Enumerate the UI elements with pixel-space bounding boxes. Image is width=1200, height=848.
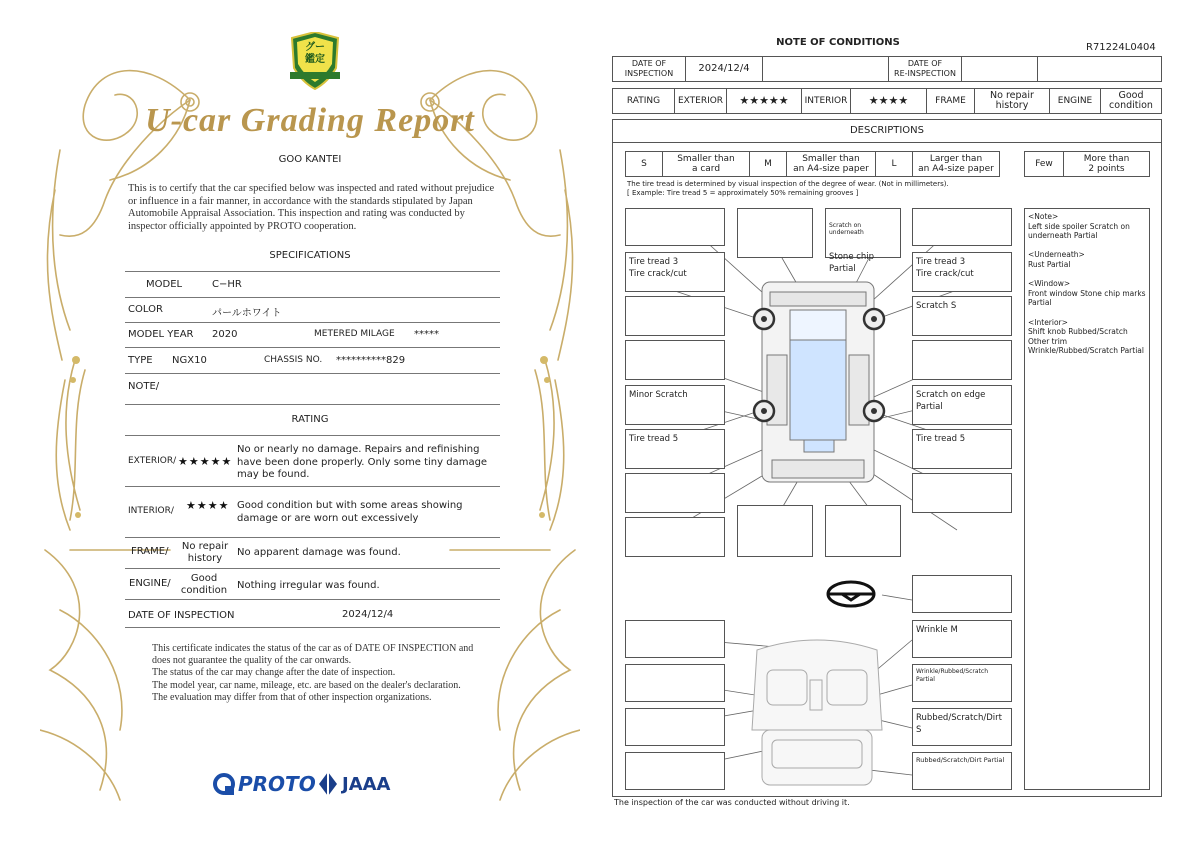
box-right-7	[912, 473, 1012, 513]
milage-label: METERED MILAGE	[314, 329, 395, 339]
few-text: More than 2 points	[1063, 151, 1150, 177]
report-title: U-car Grading Report	[145, 102, 475, 139]
box-top-right-1	[912, 208, 1012, 246]
box-right-5: Scratch on edge Partial	[912, 385, 1012, 425]
jaaa-mark-icon	[318, 771, 338, 797]
chassis-value: **********829	[336, 355, 406, 366]
few-label: Few	[1024, 151, 1064, 177]
goo-kantei-logo	[288, 32, 342, 90]
color-value: パールホワイト	[212, 308, 282, 319]
engine-desc: Nothing irregular was found.	[237, 580, 380, 591]
divider	[125, 271, 500, 272]
chassis-label: CHASSIS NO.	[264, 355, 323, 365]
rating-label: RATING	[612, 88, 675, 114]
int-stars: ★★★★	[850, 88, 927, 114]
jaaa-logo-text: JAAA	[342, 773, 391, 795]
box-right-4	[912, 340, 1012, 380]
divider	[125, 297, 500, 298]
doi-blank	[762, 56, 889, 82]
divider	[125, 486, 500, 487]
jaaa-logo	[318, 771, 391, 797]
exterior-stars: ★★★★★	[178, 455, 233, 468]
reinsp-value	[961, 56, 1038, 82]
box-left-7	[625, 473, 725, 513]
legend-l-text: Larger than an A4-size paper	[912, 151, 1000, 177]
divider	[125, 435, 500, 436]
divider	[125, 537, 500, 538]
type-value: NGX10	[172, 355, 207, 366]
interior-stars: ★★★★	[186, 499, 230, 512]
divider	[125, 599, 500, 600]
side-notes: <Note> Left side spoiler Scratch on underneath Partial <Underneath> Rust Partial <Window> Front window Stone chip marks Partial <Interior> Shift knob Rubbed/Scratch Other trim Wrinkle/Rubbed/Scratch Partial	[1024, 208, 1150, 790]
reinsp-blank	[1037, 56, 1162, 82]
legend-s-code: S	[625, 151, 663, 177]
certificate-footer: This certificate indicates the status of the car as of DATE OF INSPECTION and does not guarantee the quality of the car onwards. The status of the car may change after the date of inspection. The model year, car name, mileage, etc. are based on the dealer's declaration. The evaluation may differ from that of other inspection organizations.	[152, 643, 474, 703]
date-value: 2024/12/4	[342, 609, 394, 620]
box-left-5: Minor Scratch	[625, 385, 725, 425]
frame-label: FRAME	[926, 88, 975, 114]
box-left-4	[625, 340, 725, 380]
proto-logo	[212, 771, 316, 797]
box-int-left-3	[625, 708, 725, 746]
box-right-3: Scratch S	[912, 296, 1012, 336]
year-label: MODEL YEAR	[128, 329, 194, 340]
divider	[125, 627, 500, 628]
interior-label: INTERIOR/	[128, 506, 174, 516]
divider	[125, 322, 500, 323]
box-left-8	[625, 517, 725, 557]
note-title: NOTE OF CONDITIONS	[776, 37, 900, 48]
box-steering	[912, 575, 1012, 613]
divider	[125, 347, 500, 348]
note-label: NOTE/	[128, 381, 160, 392]
box-right-front-tire: Tire tread 3 Tire crack/cut	[912, 252, 1012, 292]
steering-wheel-icon	[828, 582, 874, 606]
engine-label: ENGINE	[1049, 88, 1101, 114]
color-label: COLOR	[128, 304, 163, 315]
legend-m-text: Smaller than an A4-size paper	[786, 151, 876, 177]
model-label: MODEL	[146, 279, 183, 290]
exterior-desc: No or nearly no damage. Repairs and refinishing have been done properly. Only some tiny damage may be found.	[237, 444, 488, 480]
rating-header: RATING	[291, 414, 329, 425]
divider	[125, 373, 500, 374]
milage-value: *****	[414, 329, 439, 340]
engine-value: Good condition	[180, 573, 228, 596]
box-int-right-1: Wrinkle M	[912, 620, 1012, 658]
box-left-rear-tire: Tire tread 5	[625, 429, 725, 469]
interior-desc: Good condition but with some areas showing damage or are worn out excessively	[237, 500, 463, 524]
spec-header: SPECIFICATIONS	[269, 250, 351, 261]
box-int-left-1	[625, 620, 725, 658]
box-int-left-4	[625, 752, 725, 790]
certificate	[40, 30, 580, 820]
box-bottom-center-1	[737, 505, 813, 557]
type-label: TYPE	[128, 355, 153, 366]
doi-label: DATE OF INSPECTION	[612, 56, 686, 82]
legend-s-text: Smaller than a card	[662, 151, 750, 177]
proto-logo-text: PROTO	[238, 772, 316, 796]
box-bottom-center-2	[825, 505, 901, 557]
divider	[125, 568, 500, 569]
box-int-right-3: Rubbed/Scratch/Dirt S	[912, 708, 1012, 746]
box-top-text: Stone chip Partial	[829, 252, 875, 274]
box-int-right-4: Rubbed/Scratch/Dirt Partial	[912, 752, 1012, 790]
report-subtitle: GOO KANTEI	[278, 154, 342, 165]
int-label: INTERIOR	[801, 88, 851, 114]
box-right-rear-tire: Tire tread 5	[912, 429, 1012, 469]
date-label: DATE OF INSPECTION	[128, 610, 235, 621]
frame-desc: No apparent damage was found.	[237, 547, 401, 558]
frame-value: No repair history	[974, 88, 1050, 114]
note-ref: R71224L0404	[1086, 42, 1156, 53]
note-footer: The inspection of the car was conducted without driving it.	[614, 798, 850, 807]
exterior-label: EXTERIOR/	[128, 456, 177, 466]
box-left-3	[625, 296, 725, 336]
box-left-front-tire: Tire tread 3 Tire crack/cut	[625, 252, 725, 292]
box-top-center-1	[737, 208, 813, 258]
doi-value: 2024/12/4	[685, 56, 763, 82]
model-value: C−HR	[212, 279, 242, 290]
descriptions-header: DESCRIPTIONS	[612, 119, 1162, 143]
ext-stars: ★★★★★	[726, 88, 802, 114]
reinsp-label: DATE OF RE-INSPECTION	[888, 56, 962, 82]
frame-value: No repair history	[181, 541, 229, 564]
engine-value: Good condition	[1100, 88, 1162, 114]
box-top-small-text: Scratch on underneath	[829, 222, 864, 236]
ext-label: EXTERIOR	[674, 88, 727, 114]
proto-mark-icon	[212, 772, 236, 796]
year-value: 2020	[212, 329, 238, 340]
legend-l-code: L	[875, 151, 913, 177]
box-top-center-2	[825, 208, 901, 274]
divider	[125, 404, 500, 405]
tread-note: The tire tread is determined by visual inspection of the degree of wear. (Not in millimeters). [ Example: Tire tread 5 = approximately 50% remaining grooves ]	[627, 180, 949, 197]
legend-m-code: M	[749, 151, 787, 177]
box-int-left-2	[625, 664, 725, 702]
box-top-left-1	[625, 208, 725, 246]
engine-label: ENGINE/	[129, 578, 171, 589]
box-int-right-2: Wrinkle/Rubbed/Scratch Partial	[912, 664, 1012, 702]
frame-label: FRAME/	[131, 546, 169, 557]
logo-text: グー 鑑定	[305, 42, 325, 65]
intro-text: This is to certify that the car specified below was inspected and rated without prejudice or influence in a fair manner, in accordance with the standards stipulated by Japan Automobile Appraisal Association. This inspection and rating was conducted by inspector officially appointed by PROTO cooperation.	[128, 183, 495, 232]
